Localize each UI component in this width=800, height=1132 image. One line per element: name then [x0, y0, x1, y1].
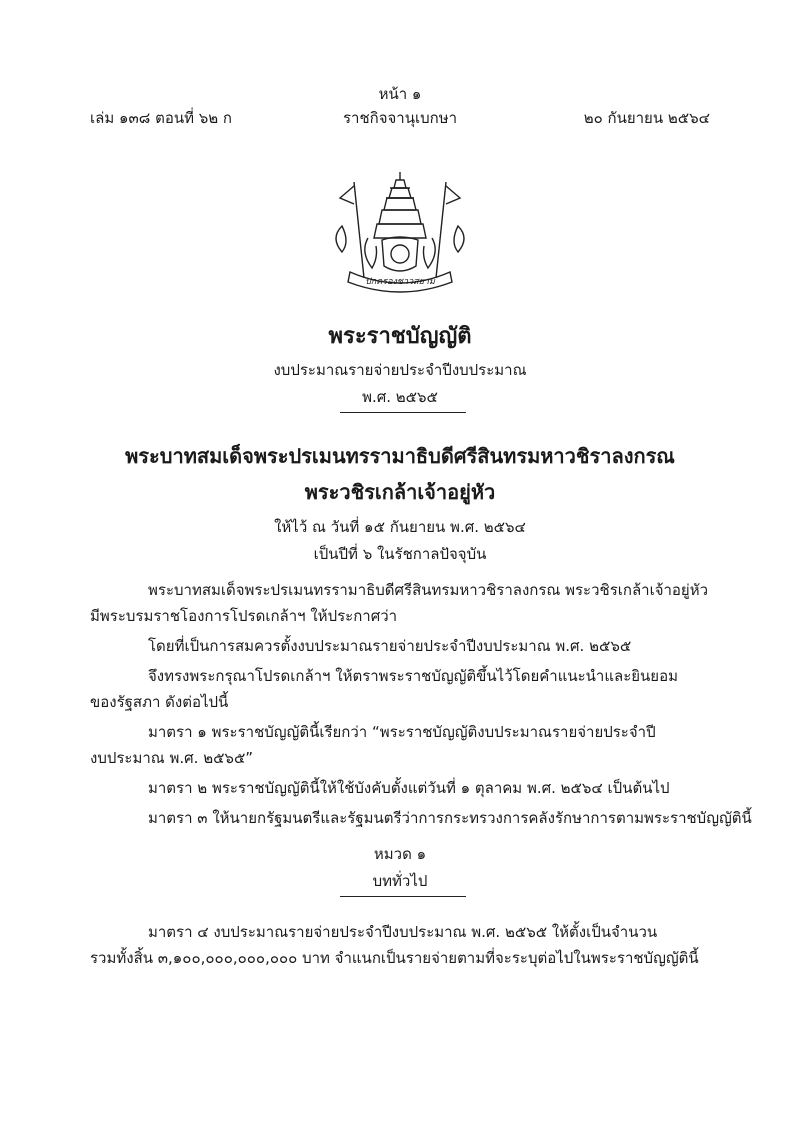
- act-title: พระราชบัญญัติ: [328, 324, 472, 349]
- chapter-number: หมวด ๑: [373, 845, 427, 863]
- reign-year: เป็นปีที่ ๖ ในรัชกาลปัจจุบัน: [313, 545, 487, 563]
- preamble-p2: โดยที่เป็นการสมควรตั้งงบประมาณรายจ่ายประจำปีงบประมาณ พ.ศ. ๒๕๖๕: [148, 637, 632, 655]
- section-4-line2: รวมทั้งสิ้น ๓,๑๐๐,๐๐๐,๐๐๐,๐๐๐ บาท จำแนกเป็นรายจ่ายตามที่จะระบุต่อไปในพระราชบัญญัตินี้: [90, 949, 699, 967]
- chapter-name: บททั่วไป: [372, 872, 428, 890]
- section-1-line2: งบประมาณ พ.ศ. ๒๕๖๕”: [90, 749, 254, 767]
- king-name-line2: พระวชิรเกล้าเจ้าอยู่หัว: [304, 480, 496, 504]
- section-4-line1: มาตรา ๔ งบประมาณรายจ่ายประจำปีงบประมาณ พ.ศ. ๒๕๖๕ ให้ตั้งเป็นจำนวน: [148, 923, 658, 941]
- preamble-p3-line1: จึงทรงพระกรุณาโปรดเกล้าฯ ให้ตราพระราชบัญญัติขึ้นไว้โดยคำแนะนำและยินยอม: [148, 667, 678, 685]
- gazette-name: ราชกิจจานุเบกษา: [342, 109, 458, 127]
- king-name-line1: พระบาทสมเด็จพระปรเมนทรรามาธิบดีศรีสินทรมหาวชิราลงกรณ: [125, 444, 675, 468]
- volume-issue: เล่ม ๑๓๘ ตอนที่ ๖๒ ก: [90, 109, 233, 127]
- act-year: พ.ศ. ๒๕๖๕: [362, 388, 438, 406]
- publication-date: ๒๐ กันยายน ๒๕๖๔: [583, 109, 710, 127]
- chapter-divider: [340, 896, 466, 897]
- section-1-line1: มาตรา ๑ พระราชบัญญัตินี้เรียกว่า “พระราชบัญญัติงบประมาณรายจ่ายประจำปี: [148, 723, 656, 741]
- preamble-p3-line2: ของรัฐสภา ดังต่อไปนี้: [90, 693, 229, 711]
- section-3: มาตรา ๓ ให้นายกรัฐมนตรีและรัฐมนตรีว่าการกระทรวงการคลังรักษาการตามพระราชบัญญัตินี้: [148, 809, 752, 827]
- preamble-p1-line1: [90, 578, 710, 602]
- royal-emblem: [320, 168, 480, 298]
- given-date: ให้ไว้ ณ วันที่ ๑๕ กันยายน พ.ศ. ๒๕๖๔: [274, 518, 526, 536]
- title-divider: [340, 412, 466, 413]
- act-subject: งบประมาณรายจ่ายประจำปีงบประมาณ: [273, 361, 527, 379]
- preamble-p1-line1-text: พระบาทสมเด็จพระปรเมนทรรามาธิบดีศรีสินทรมหาวชิราลงกรณ พระวชิรเกล้าเจ้าอยู่หัว: [148, 581, 709, 599]
- section-2: มาตรา ๒ พระราชบัญญัตินี้ให้ใช้บังคับตั้งแต่วันที่ ๑ ตุลาคม พ.ศ. ๒๕๖๔ เป็นต้นไป: [148, 779, 670, 797]
- preamble-p1-line2: มีพระบรมราชโองการโปรดเกล้าฯ ให้ประกาศว่า: [90, 607, 398, 625]
- emblem-motto: ปกครองชาวสยาม: [365, 277, 435, 287]
- page-number: หน้า ๑: [378, 85, 422, 103]
